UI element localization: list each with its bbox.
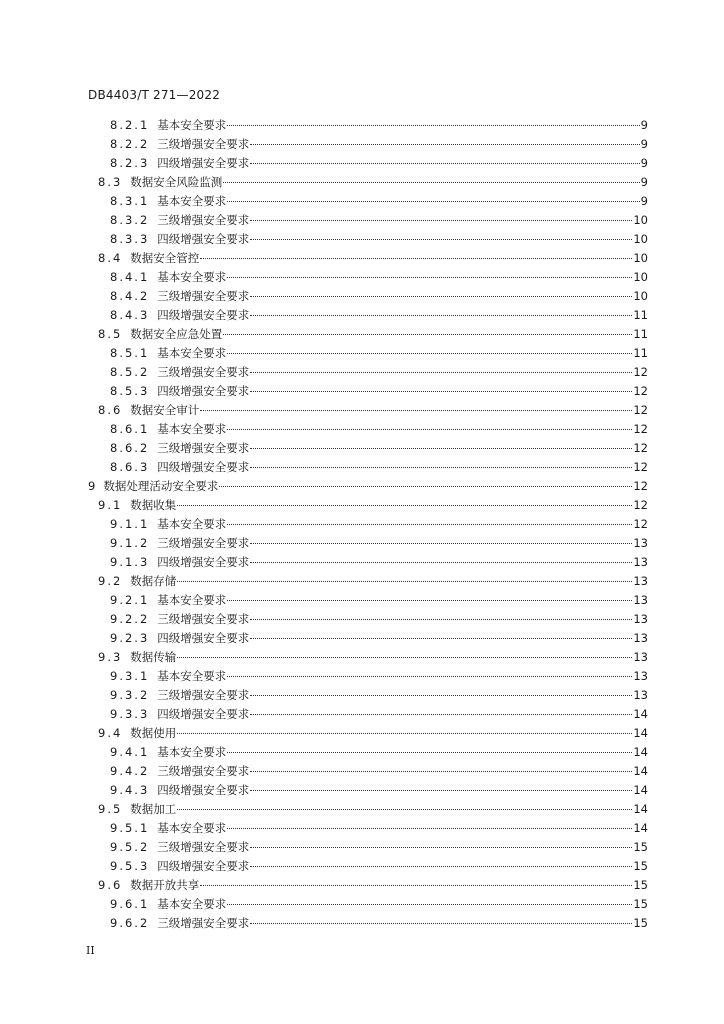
toc-entry-number: 9.1.2 <box>110 536 150 550</box>
toc-entry-number: 8.4 <box>98 251 123 265</box>
toc-entry-title: 基本安全要求 <box>157 194 227 208</box>
toc-entry[interactable] <box>88 705 648 724</box>
dot-leader <box>227 904 632 905</box>
toc-entry-number: 9.6.1 <box>110 897 150 911</box>
dot-leader <box>250 144 639 145</box>
toc-entry-number: 8.3.3 <box>110 232 150 246</box>
toc-entry-page: 15 <box>633 859 648 873</box>
dot-leader <box>250 296 632 297</box>
toc-entry[interactable] <box>88 781 648 800</box>
toc-entry-page: 13 <box>633 536 648 550</box>
dot-leader <box>200 410 632 411</box>
toc-entry[interactable] <box>88 420 648 439</box>
dot-leader <box>223 182 639 183</box>
toc-entry[interactable] <box>88 610 648 629</box>
toc-entry[interactable] <box>88 116 648 135</box>
dot-leader <box>177 657 632 658</box>
toc-entry[interactable] <box>88 515 648 534</box>
toc-entry[interactable] <box>88 211 648 230</box>
toc-entry[interactable] <box>88 629 648 648</box>
dot-leader <box>227 429 632 430</box>
toc-entry[interactable] <box>88 287 648 306</box>
toc-entry-title: 三级增强安全要求 <box>157 840 250 854</box>
toc-entry-page: 10 <box>633 232 648 246</box>
dot-leader <box>200 885 632 886</box>
toc-entry-page: 14 <box>633 745 648 759</box>
toc-entry-number: 9.2 <box>98 574 123 588</box>
toc-entry[interactable] <box>88 686 648 705</box>
toc-entry-page: 12 <box>633 441 648 455</box>
toc-entry-title: 三级增强安全要求 <box>157 764 250 778</box>
toc-entry[interactable] <box>88 154 648 173</box>
dot-leader <box>177 505 632 506</box>
toc-entry-title: 基本安全要求 <box>157 897 227 911</box>
toc-entry-number: 9.1.3 <box>110 555 150 569</box>
toc-entry-title: 四级增强安全要求 <box>157 460 250 474</box>
toc-entry[interactable] <box>88 325 648 344</box>
dot-leader <box>250 239 632 240</box>
toc-entry[interactable] <box>88 895 648 914</box>
toc-entry[interactable] <box>88 363 648 382</box>
toc-entry-title: 基本安全要求 <box>157 745 227 759</box>
toc-entry-title: 数据安全审计 <box>130 403 200 417</box>
toc-entry-page: 12 <box>633 422 648 436</box>
dot-leader <box>250 638 632 639</box>
toc-entry-title: 三级增强安全要求 <box>157 289 250 303</box>
toc-entry-title: 基本安全要求 <box>157 669 227 683</box>
toc-entry-page: 11 <box>633 327 648 341</box>
dot-leader <box>250 923 632 924</box>
toc-entry-page: 13 <box>633 631 648 645</box>
toc-entry-title: 四级增强安全要求 <box>157 232 250 246</box>
toc-entry[interactable] <box>88 914 648 933</box>
toc-entry-page: 9 <box>640 156 648 170</box>
toc-entry-title: 四级增强安全要求 <box>157 631 250 645</box>
toc-entry-number: 8.6.1 <box>110 422 150 436</box>
toc-entry-title: 数据加工 <box>130 802 177 816</box>
toc-entry[interactable] <box>88 743 648 762</box>
toc-entry-number: 9.4.3 <box>110 783 150 797</box>
toc-entry-number: 8.2.3 <box>110 156 150 170</box>
toc-entry-number: 9 <box>88 479 96 493</box>
toc-entry-page: 13 <box>633 688 648 702</box>
toc-entry-title: 数据收集 <box>130 498 177 512</box>
toc-entry-title: 四级增强安全要求 <box>157 555 250 569</box>
toc-entry-title: 四级增强安全要求 <box>157 783 250 797</box>
dot-leader <box>177 733 632 734</box>
toc-entry-number: 8.3 <box>98 175 123 189</box>
toc-entry-page: 11 <box>633 346 648 360</box>
dot-leader <box>250 315 632 316</box>
toc-entry[interactable] <box>88 439 648 458</box>
toc-entry-title: 数据使用 <box>130 726 177 740</box>
toc-entry[interactable] <box>88 230 648 249</box>
toc-entry-number: 8.6.3 <box>110 460 150 474</box>
toc-entry-number: 9.3.2 <box>110 688 150 702</box>
toc-entry-number: 8.5.2 <box>110 365 150 379</box>
dot-leader <box>227 524 632 525</box>
toc-entry-number: 8.4.2 <box>110 289 150 303</box>
toc-entry-title: 四级增强安全要求 <box>157 707 250 721</box>
toc-entry[interactable] <box>88 192 648 211</box>
toc-entry[interactable] <box>88 819 648 838</box>
toc-entry[interactable] <box>88 249 648 268</box>
toc-entry-page: 10 <box>633 270 648 284</box>
dot-leader <box>223 334 632 335</box>
toc-entry-number: 8.6 <box>98 403 123 417</box>
toc-entry-page: 10 <box>633 251 648 265</box>
toc-entry-page: 12 <box>633 479 648 493</box>
toc-entry-page: 13 <box>633 593 648 607</box>
dot-leader <box>250 847 632 848</box>
toc-entry-number: 9.3.3 <box>110 707 150 721</box>
toc-entry-number: 9.5.3 <box>110 859 150 873</box>
toc-entry[interactable] <box>88 857 648 876</box>
toc-entry-title: 数据安全应急处置 <box>130 327 223 341</box>
dot-leader <box>227 201 639 202</box>
dot-leader <box>227 353 632 354</box>
dot-leader <box>250 714 632 715</box>
toc-entry-number: 9.3 <box>98 650 123 664</box>
toc-entry[interactable] <box>88 401 648 420</box>
dot-leader <box>250 372 632 373</box>
toc-entry[interactable] <box>88 762 648 781</box>
toc-entry-title: 四级增强安全要求 <box>157 156 250 170</box>
toc-entry-title: 数据安全风险监测 <box>130 175 223 189</box>
toc-entry-number: 9.5.2 <box>110 840 150 854</box>
toc-entry-title: 基本安全要求 <box>157 593 227 607</box>
toc-entry-number: 9.3.1 <box>110 669 150 683</box>
toc-entry[interactable] <box>88 667 648 686</box>
toc-entry-number: 9.2.3 <box>110 631 150 645</box>
toc-entry-page: 13 <box>633 669 648 683</box>
toc-entry-page: 12 <box>633 498 648 512</box>
toc-entry-page: 14 <box>633 802 648 816</box>
toc-entry[interactable] <box>88 135 648 154</box>
toc-entry[interactable] <box>88 724 648 743</box>
dot-leader <box>227 676 632 677</box>
toc-entry-title: 数据存储 <box>130 574 177 588</box>
toc-entry-title: 基本安全要求 <box>157 346 227 360</box>
toc-entry-number: 8.5.1 <box>110 346 150 360</box>
toc-entry-number: 8.2.2 <box>110 137 150 151</box>
toc-entry-number: 8.3.1 <box>110 194 150 208</box>
toc-entry-page: 13 <box>633 650 648 664</box>
toc-entry-number: 9.4.1 <box>110 745 150 759</box>
toc-entry-title: 三级增强安全要求 <box>157 612 250 626</box>
document-code: DB4403/T 271—2022 <box>88 88 221 102</box>
toc-entry-number: 9.5 <box>98 802 123 816</box>
toc-entry-page: 12 <box>633 460 648 474</box>
dot-leader <box>250 866 632 867</box>
toc-entry-number: 9.5.1 <box>110 821 150 835</box>
toc-entry[interactable] <box>88 268 648 287</box>
dot-leader <box>177 809 632 810</box>
dot-leader <box>250 543 632 544</box>
toc-entry-title: 三级增强安全要求 <box>157 536 250 550</box>
toc-entry-title: 基本安全要求 <box>157 422 227 436</box>
toc-entry-page: 13 <box>633 555 648 569</box>
toc-entry-title: 三级增强安全要求 <box>157 213 250 227</box>
toc-entry-title: 数据传输 <box>130 650 177 664</box>
toc-entry-page: 9 <box>640 175 648 189</box>
dot-leader <box>250 695 632 696</box>
toc-entry-page: 9 <box>640 194 648 208</box>
toc-entry-page: 14 <box>633 764 648 778</box>
dot-leader <box>177 581 632 582</box>
toc-entry-title: 基本安全要求 <box>157 118 227 132</box>
toc-entry-title: 三级增强安全要求 <box>157 688 250 702</box>
dot-leader <box>250 448 632 449</box>
toc-entry-page: 11 <box>633 308 648 322</box>
dot-leader <box>250 220 632 221</box>
toc-entry[interactable] <box>88 173 648 192</box>
toc-entry-page: 14 <box>633 783 648 797</box>
toc-entry-page: 15 <box>633 878 648 892</box>
toc-entry-page: 12 <box>633 403 648 417</box>
toc-entry-title: 三级增强安全要求 <box>157 441 250 455</box>
toc-entry[interactable] <box>88 800 648 819</box>
toc-entry-title: 三级增强安全要求 <box>157 916 250 930</box>
dot-leader <box>227 277 632 278</box>
table-of-contents <box>88 116 648 933</box>
toc-entry-title: 三级增强安全要求 <box>157 365 250 379</box>
toc-entry-title: 数据处理活动安全要求 <box>103 479 219 493</box>
toc-entry-page: 15 <box>633 840 648 854</box>
dot-leader <box>250 562 632 563</box>
dot-leader <box>250 163 639 164</box>
toc-entry-page: 12 <box>633 517 648 531</box>
toc-entry-page: 10 <box>633 213 648 227</box>
toc-entry-number: 8.5.3 <box>110 384 150 398</box>
dot-leader <box>227 600 632 601</box>
dot-leader <box>250 619 632 620</box>
dot-leader <box>227 752 632 753</box>
toc-entry[interactable] <box>88 838 648 857</box>
dot-leader <box>250 771 632 772</box>
toc-entry-page: 13 <box>633 574 648 588</box>
toc-entry-number: 9.1.1 <box>110 517 150 531</box>
toc-entry-number: 8.4.3 <box>110 308 150 322</box>
toc-entry-number: 8.6.2 <box>110 441 150 455</box>
toc-entry[interactable] <box>88 382 648 401</box>
toc-entry-page: 9 <box>640 137 648 151</box>
toc-entry[interactable] <box>88 534 648 553</box>
toc-entry[interactable] <box>88 344 648 363</box>
toc-entry-title: 四级增强安全要求 <box>157 308 250 322</box>
toc-entry-page: 12 <box>633 384 648 398</box>
dot-leader <box>219 486 632 487</box>
toc-entry-number: 8.2.1 <box>110 118 150 132</box>
dot-leader <box>227 828 632 829</box>
dot-leader <box>200 258 632 259</box>
dot-leader <box>250 467 632 468</box>
toc-entry-title: 基本安全要求 <box>157 821 227 835</box>
toc-entry-page: 14 <box>633 821 648 835</box>
toc-entry-page: 15 <box>633 897 648 911</box>
toc-entry-page: 12 <box>633 365 648 379</box>
toc-entry[interactable] <box>88 648 648 667</box>
toc-entry-page: 14 <box>633 726 648 740</box>
dot-leader <box>227 125 639 126</box>
toc-entry-page: 9 <box>640 118 648 132</box>
toc-entry-number: 9.2.2 <box>110 612 150 626</box>
dot-leader <box>250 391 632 392</box>
toc-entry-number: 9.2.1 <box>110 593 150 607</box>
toc-entry-number: 9.4.2 <box>110 764 150 778</box>
toc-entry-page: 10 <box>633 289 648 303</box>
toc-entry-number: 8.3.2 <box>110 213 150 227</box>
toc-entry-page: 14 <box>633 707 648 721</box>
dot-leader <box>250 790 632 791</box>
toc-entry[interactable] <box>88 876 648 895</box>
toc-entry-title: 数据开放共享 <box>130 878 200 892</box>
toc-entry-title: 数据安全管控 <box>130 251 200 265</box>
toc-entry-number: 9.6 <box>98 878 123 892</box>
toc-entry[interactable] <box>88 496 648 515</box>
toc-entry-title: 基本安全要求 <box>157 270 227 284</box>
toc-entry[interactable] <box>88 572 648 591</box>
toc-entry[interactable] <box>88 591 648 610</box>
page-number: II <box>86 944 95 957</box>
toc-entry-title: 基本安全要求 <box>157 517 227 531</box>
toc-entry[interactable] <box>88 553 648 572</box>
toc-entry-number: 9.6.2 <box>110 916 150 930</box>
toc-entry-page: 15 <box>633 916 648 930</box>
toc-entry-page: 13 <box>633 612 648 626</box>
toc-entry-number: 8.4.1 <box>110 270 150 284</box>
toc-entry[interactable] <box>88 458 648 477</box>
toc-entry-number: 9.1 <box>98 498 123 512</box>
toc-entry[interactable] <box>88 306 648 325</box>
toc-entry-number: 8.5 <box>98 327 123 341</box>
toc-entry-title: 四级增强安全要求 <box>157 384 250 398</box>
toc-entry-title: 四级增强安全要求 <box>157 859 250 873</box>
toc-entry-number: 9.4 <box>98 726 123 740</box>
toc-entry-title: 三级增强安全要求 <box>157 137 250 151</box>
toc-entry[interactable] <box>88 477 648 496</box>
